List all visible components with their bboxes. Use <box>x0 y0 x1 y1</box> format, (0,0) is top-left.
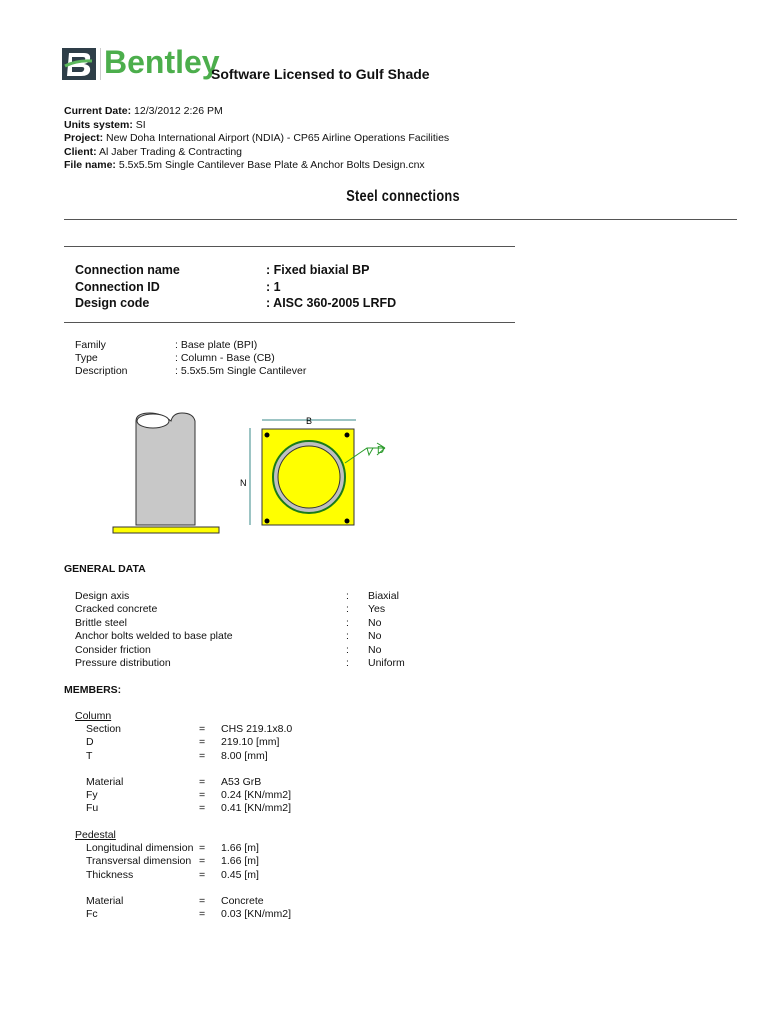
meta-label: Project: <box>64 132 104 145</box>
info-value: : Column - Base (CB) <box>175 352 275 365</box>
general-colon: : <box>346 630 349 643</box>
column-value: A53 GrB <box>221 776 262 788</box>
column-value: 8.00 [mm] <box>221 750 268 762</box>
column-value: CHS 219.1x8.0 <box>221 723 293 735</box>
meta-label: Client: <box>64 145 97 158</box>
meta-value: 5.5x5.5m Single Cantilever Base Plate & Anchor Bolts Design.cnx <box>118 159 425 172</box>
column-heading: Column <box>75 710 112 722</box>
meta-label: Current Date: <box>64 105 132 117</box>
general-value: Biaxial <box>368 590 399 602</box>
pedestal-equals: = <box>199 895 206 907</box>
connection-value: : Fixed biaxial BP <box>266 263 370 277</box>
meta-value: SI <box>135 118 146 131</box>
column-label: D <box>86 736 94 748</box>
column-label: T <box>86 750 93 762</box>
column-value: 0.24 [KN/mm2] <box>221 789 292 801</box>
info-value: : Base plate (BPI) <box>175 339 258 351</box>
general-value: Yes <box>368 603 386 616</box>
column-value: 219.10 [mm] <box>221 736 280 748</box>
pedestal-label: Thickness <box>86 869 134 881</box>
info-label: Type <box>75 352 98 365</box>
column-elevation-icon <box>113 413 219 533</box>
general-colon: : <box>346 643 349 656</box>
general-value: Uniform <box>368 657 405 669</box>
connection-label: Design code <box>75 296 150 310</box>
pedestal-value: 0.45 [m] <box>221 869 259 881</box>
meta-row <box>64 146 242 159</box>
pedestal-value: Concrete <box>221 895 264 907</box>
general-label: Consider friction <box>75 643 151 656</box>
dimension-n-label: N <box>240 478 247 488</box>
general-label: Pressure distribution <box>75 657 171 669</box>
meta-value: 12/3/2012 2:26 PM <box>134 105 223 117</box>
pedestal-label: Longitudinal dimension <box>86 842 194 854</box>
meta-label: Units system: <box>64 118 133 131</box>
column-equals: = <box>199 789 206 801</box>
general-colon: : <box>346 657 349 669</box>
column-equals: = <box>199 776 206 788</box>
pedestal-value: 1.66 [m] <box>221 855 259 867</box>
divider <box>64 246 515 247</box>
dimension-b-label: B <box>306 416 313 426</box>
pedestal-label: Transversal dimension <box>86 855 192 867</box>
brand-logo-text: Bentley <box>104 44 220 80</box>
meta-row <box>64 159 425 172</box>
page-title: Steel connections <box>346 188 460 205</box>
divider <box>64 322 515 323</box>
pedestal-equals: = <box>199 842 206 854</box>
pedestal-label: Material <box>86 895 124 907</box>
members-heading: MEMBERS: <box>64 684 122 696</box>
connection-diagram <box>105 405 405 540</box>
connection-label: Connection name <box>75 263 180 277</box>
pedestal-equals: = <box>199 908 206 920</box>
base-plate-plan-icon <box>250 420 385 525</box>
meta-label: File name: <box>64 159 116 172</box>
column-equals: = <box>199 723 206 735</box>
meta-row <box>64 132 449 145</box>
general-data-heading: GENERAL DATA <box>64 563 146 575</box>
pedestal-value: 1.66 [m] <box>221 842 259 854</box>
connection-value: : 1 <box>266 279 281 294</box>
column-equals: = <box>199 802 206 814</box>
pedestal-label: Fc <box>86 908 98 920</box>
info-label: Description <box>75 365 128 378</box>
meta-value: Al Jaber Trading & Contracting <box>99 145 243 158</box>
column-equals: = <box>199 736 206 748</box>
pedestal-heading: Pedestal <box>75 829 116 841</box>
meta-row <box>64 105 223 118</box>
pedestal-value: 0.03 [KN/mm2] <box>221 908 292 920</box>
meta-row <box>64 119 146 132</box>
pedestal-equals: = <box>199 855 206 867</box>
info-label: Family <box>75 339 106 351</box>
column-label: Fu <box>86 802 99 814</box>
general-colon: : <box>346 603 349 616</box>
general-value: No <box>368 616 382 629</box>
weld-d-label: D <box>377 445 385 456</box>
column-label: Section <box>86 723 122 735</box>
general-colon: : <box>346 616 349 629</box>
column-label: Material <box>86 776 124 788</box>
pedestal-equals: = <box>199 869 206 881</box>
divider <box>64 219 737 220</box>
general-label: Brittle steel <box>75 616 127 629</box>
general-label: Design axis <box>75 590 130 602</box>
license-text: Software Licensed to Gulf Shade <box>211 66 430 82</box>
column-value: 0.41 [KN/mm2] <box>221 802 292 814</box>
meta-value: New Doha International Airport (NDIA) - CP65 Airline Operations Facilities <box>106 132 450 145</box>
column-equals: = <box>199 750 206 762</box>
general-value: No <box>368 643 382 656</box>
general-label: Anchor bolts welded to base plate <box>75 630 233 643</box>
general-colon: : <box>346 590 349 602</box>
connection-label: Connection ID <box>75 279 160 294</box>
column-label: Fy <box>86 789 98 801</box>
connection-value: : AISC 360-2005 LRFD <box>266 296 397 310</box>
info-value: : 5.5x5.5m Single Cantilever <box>175 365 307 378</box>
general-label: Cracked concrete <box>75 603 158 616</box>
bentley-logo-icon <box>62 48 98 80</box>
general-value: No <box>368 630 382 643</box>
